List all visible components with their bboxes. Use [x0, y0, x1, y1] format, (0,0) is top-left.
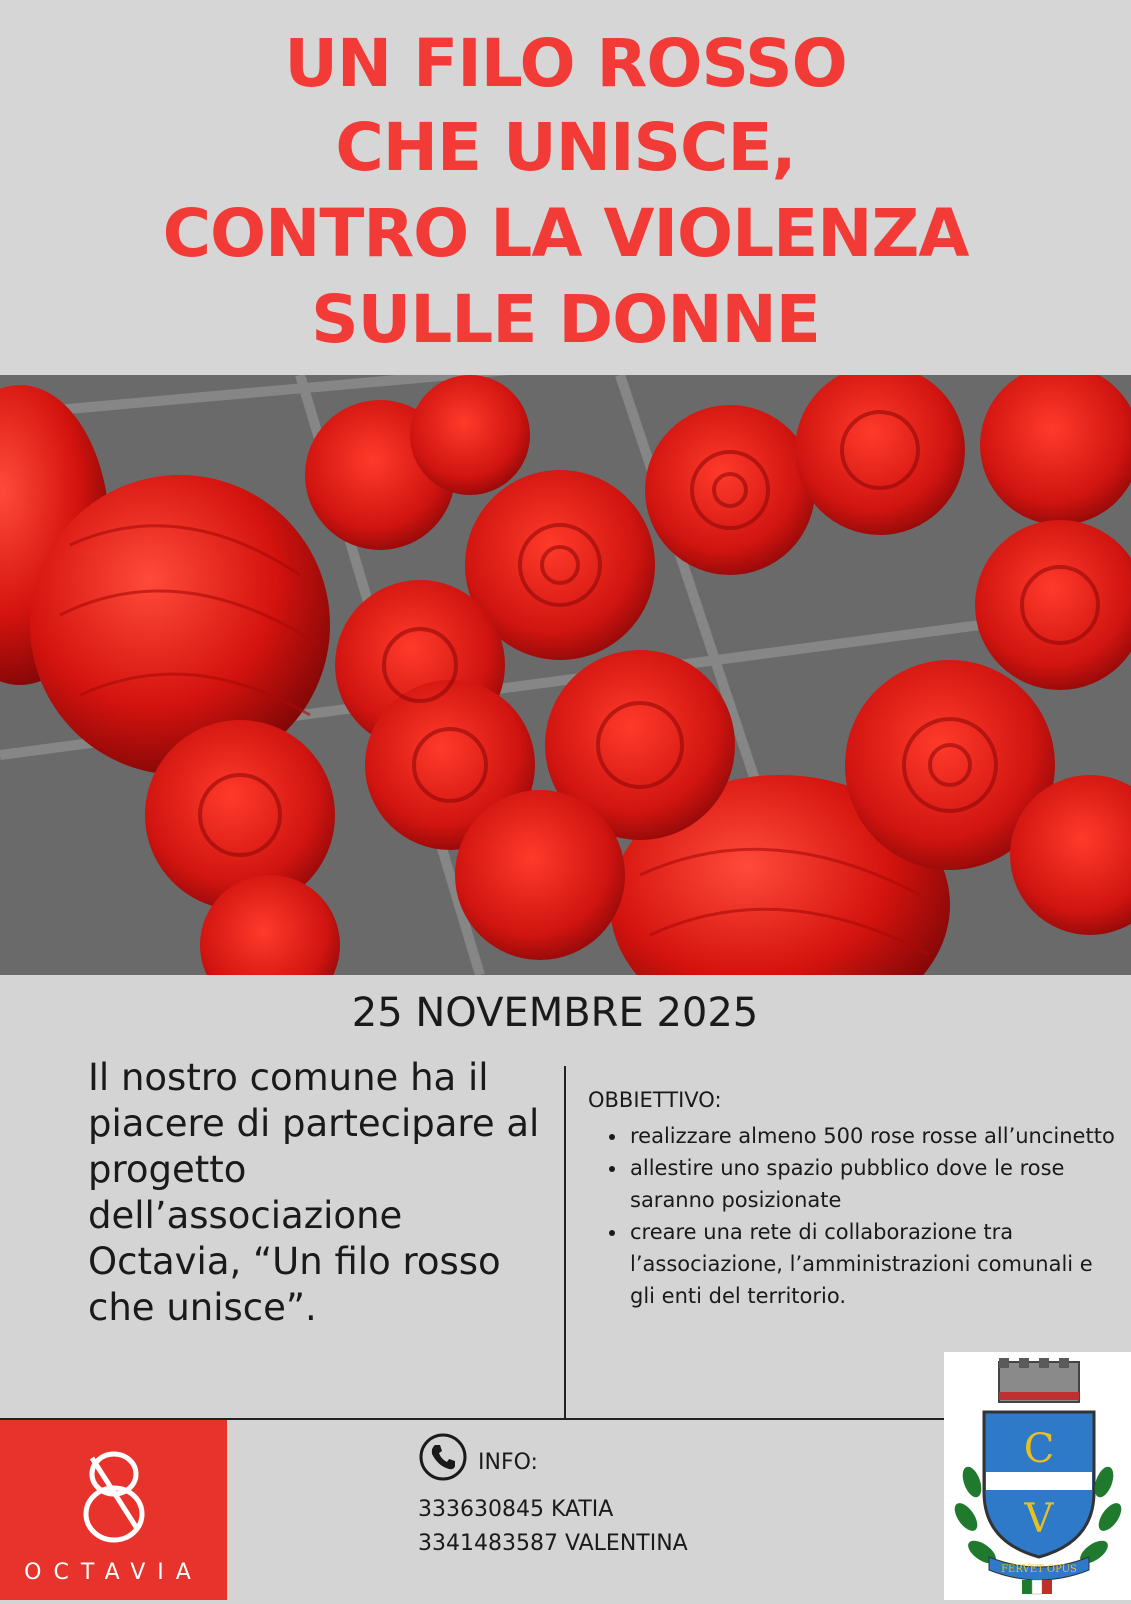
intro-text: Il nostro comune ha il piacere di partecipare al progetto dell’associazione Octavia, “Un filo rosso che unisce”. — [88, 1056, 540, 1329]
octavia-logo — [0, 1420, 227, 1600]
phone-icon — [418, 1432, 468, 1493]
info-label: INFO: — [478, 1449, 538, 1475]
info-section — [418, 1432, 688, 1561]
goal-item-2: • allestire uno spazio pubblico dove le rose saranno posizionate — [628, 1152, 1118, 1216]
title-line-1: UN FILO ROSSO — [284, 25, 847, 102]
crest-letter-c: C — [1023, 1426, 1055, 1472]
crochet-roses-illustration — [0, 375, 1131, 975]
goals-section — [588, 1084, 1118, 1312]
octavia-mark-icon — [0, 1420, 227, 1560]
info-header — [418, 1432, 688, 1493]
title-line-4: SULLE DONNE — [311, 281, 820, 358]
title-line-2: CHE UNISCE, — [335, 109, 796, 186]
event-date: 25 NOVEMBRE 2025 — [351, 990, 759, 1036]
crest-motto: FERVET OPUS — [1001, 1564, 1077, 1575]
octavia-logo-text: OCTAVIA — [24, 1560, 203, 1585]
title-area — [0, 0, 1131, 375]
goal-item-1: • realizzare almeno 500 rose rosse all’uncinetto — [628, 1120, 1118, 1152]
coat-of-arms-icon — [944, 1352, 1131, 1600]
contact-katia: 333630845 KATIA — [418, 1497, 614, 1522]
title-line-3: CONTRO LA VIOLENZA — [162, 195, 969, 272]
contact-valentina: 3341483587 VALENTINA — [418, 1531, 688, 1556]
goals-heading: OBBIETTIVO: — [588, 1088, 722, 1112]
intro-text-block — [88, 1055, 558, 1331]
goal-item-3: • creare una rete di collaborazione tra l’associazione, l’amministrazioni comunali e gli enti del territorio. — [628, 1216, 1118, 1312]
municipal-crest — [944, 1352, 1131, 1600]
goals-list — [588, 1120, 1118, 1312]
crest-letter-v: V — [1024, 1496, 1054, 1542]
vertical-divider — [564, 1066, 566, 1418]
crochet-roses-photo — [0, 375, 1131, 975]
